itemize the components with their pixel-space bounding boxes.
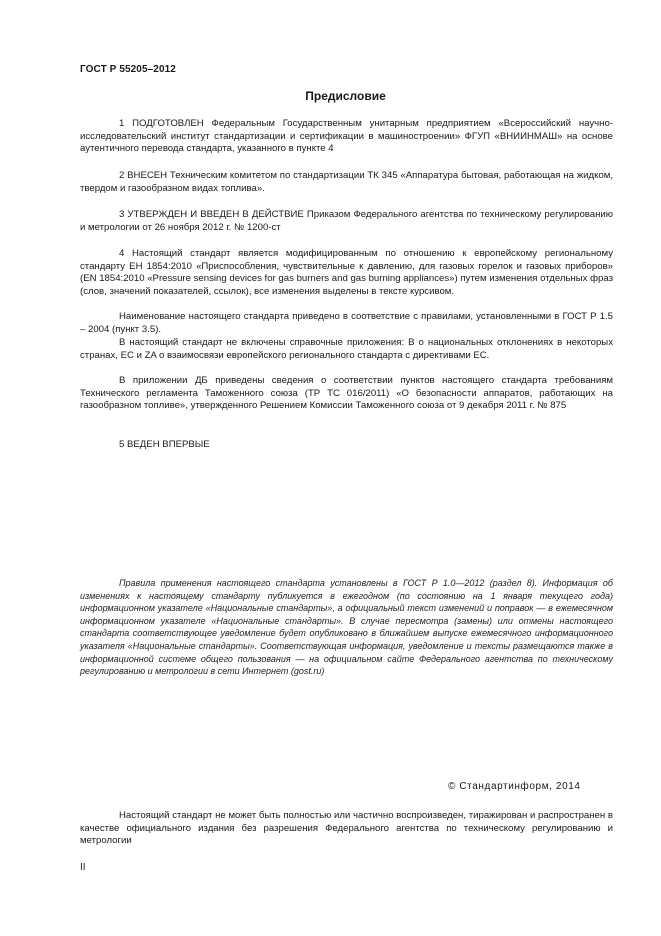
section-1-prepared: 1 ПОДГОТОВЛЕН Федеральным Государственным унитарным предприятием «Всероссийский научно-исследовательский институт стандартизации и сертификации в машиностроении» ФГУП «ВНИИНМАШ» на основе аутентичного перевода стандарта, указанного в пункте 4 [80, 118, 613, 155]
section-4-appendix: В настоящий стандарт не включены справочные приложения: В о национальных отклонениях в некоторых странах, ЕС и ZA о взаимосвязи европейского регионального стандарта с директивами ЕС. [80, 337, 613, 361]
section-5-first: 5 ВЕДЕН ВПЕРВЫЕ [119, 439, 210, 450]
section-3-approved: 3 УТВЕРЖДЕН И ВВЕДЕН В ДЕЙСТВИЕ Приказом Федерального агентства по техническому регулированию и метрологии от 26 ноября 2012 г. № 1200-ст [80, 209, 613, 233]
page-number: II [80, 862, 86, 873]
section-4-db: В приложении ДБ приведены сведения о соответствии пунктов настоящего стандарта требованиям Технического регламента Таможенного союза (ТР ТС 016/2011) «О безопасности аппаратов, работающих на газообразном топливе», утвержденного Решением Комиссии Таможенного союза от 9 декабря 2011 г. № 875 [80, 375, 613, 412]
section-4-naming: Наименование настоящего стандарта приведено в соответствие с правилами, установленными в ГОСТ Р 1.5 – 2004 (пункт 3.5). [80, 311, 613, 335]
page-title: Предисловие [305, 89, 386, 103]
section-4-modified: 4 Настоящий стандарт является модифицированным по отношению к европейскому региональному стандарту ЕН 1854:2010 «Приспособления, чувствительные к давлению, для газовых горелок и газовых приборов» (EN 1854:2010 «Pressure sensing devices for gas burners and gas burning appliances») путем изменения отдельных фраз (слов, значений показателей, ссылок), все изменения выделены в тексте курсивом. [80, 248, 613, 297]
reproduction-notice: Настоящий стандарт не может быть полностью или частично воспроизведен, тиражирован и распространен в качестве официального издания без разрешения Федерального агентства по техническому регулированию и метрологии [80, 810, 613, 847]
rules-of-application-note: Правила применения настоящего стандарта установлены в ГОСТ Р 1.0—2012 (раздел 8). Информация об изменениях к настоящему стандарту публикуется в ежегодном (по состоянию на 1 января текущего года) информационном указателе «Национальные стандарты», а официальный текст изменений и поправок — в ежемесячном информационном указателе «Национальные стандарты». В случае пересмотра (замены) или отмены настоящего стандарта соответствующее уведомление будет опубликовано в ближайшем выпуске ежемесячного информационного указателя «Национальные стандарты». Соответствующая информация, уведомление и тексты размещаются также в информационной системе общего пользования — на официальном сайте Федерального агентства по техническому регулированию и метрологии в сети Интернет (gost.ru) [80, 578, 613, 677]
copyright: © Стандартинформ, 2014 [448, 781, 581, 792]
section-2-introduced: 2 ВНЕСЕН Техническим комитетом по стандартизации ТК 345 «Аппаратура бытовая, работающая на жидком, твердом и газообразном видах топлива». [80, 170, 613, 194]
standard-designation: ГОСТ Р 55205–2012 [80, 64, 176, 75]
